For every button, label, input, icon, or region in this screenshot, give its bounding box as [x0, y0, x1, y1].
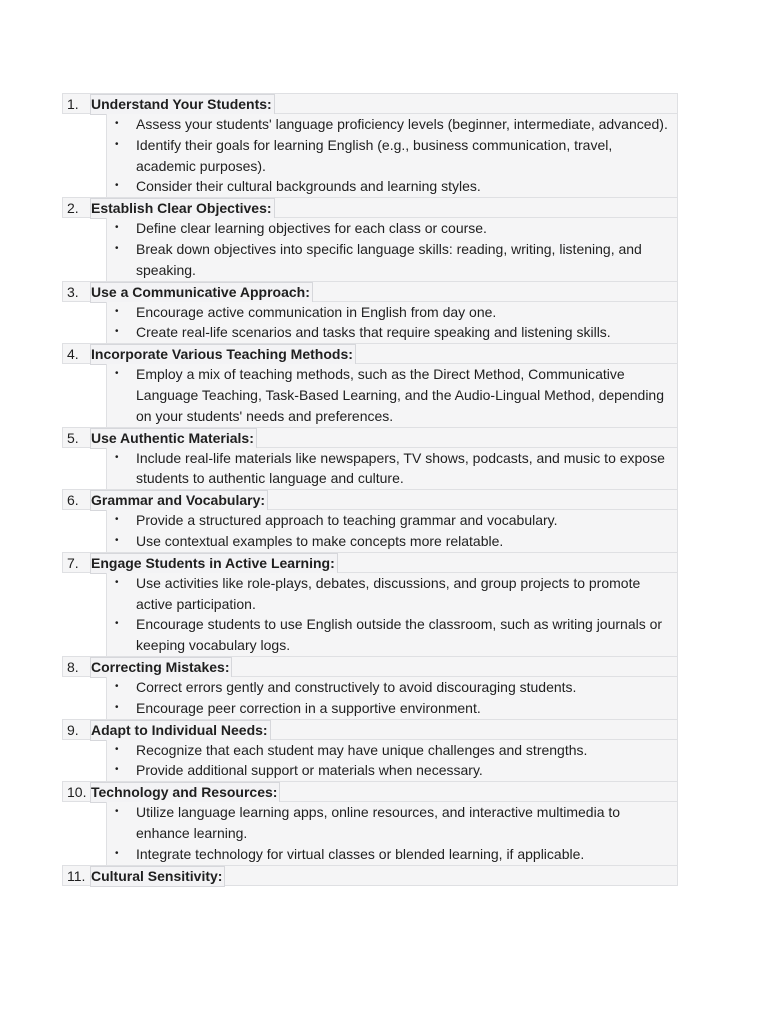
list-section	[62, 781, 678, 864]
bullet-icon: •	[115, 680, 119, 692]
list-item	[107, 844, 677, 865]
list-section	[62, 93, 678, 197]
section-heading	[62, 656, 678, 677]
list-item-text: Create real-life scenarios and tasks that require speaking and listening skills.	[136, 324, 611, 341]
list-item-text: Break down objectives into specific language skills: reading, writing, listening, and speaking.	[136, 240, 642, 278]
section-heading	[62, 719, 678, 740]
list-section	[62, 489, 678, 552]
section-bullets	[106, 677, 678, 719]
section-heading	[62, 865, 678, 886]
list-item-text: Consider their cultural backgrounds and learning styles.	[136, 178, 481, 195]
list-item	[107, 322, 677, 343]
section-number: 2.	[67, 200, 79, 217]
document-list	[62, 93, 678, 886]
section-heading	[62, 281, 678, 302]
bullet-icon: •	[115, 514, 119, 526]
list-item	[107, 677, 677, 698]
list-item-text: Include real-life materials like newspapers, TV shows, podcasts, and music to expose students to authentic language and culture.	[136, 449, 665, 487]
list-item	[107, 302, 677, 323]
section-heading	[62, 427, 678, 448]
bullet-icon: •	[115, 618, 119, 630]
list-item	[107, 218, 677, 239]
list-item	[107, 760, 677, 781]
bullet-icon: •	[115, 847, 119, 859]
section-title: Technology and Resources:	[90, 782, 280, 803]
bullet-icon: •	[115, 368, 119, 380]
section-title: Correcting Mistakes:	[90, 657, 232, 678]
list-item-text: Utilize language learning apps, online resources, and interactive multimedia to enhance learning.	[136, 804, 621, 841]
section-title: Cultural Sensitivity:	[90, 866, 225, 887]
list-item	[107, 740, 677, 761]
bullet-icon: •	[115, 180, 119, 192]
list-section	[62, 427, 678, 490]
list-item	[107, 239, 677, 281]
list-section	[62, 197, 678, 280]
bullet-icon: •	[115, 743, 119, 755]
section-number: 9.	[67, 721, 79, 738]
bullet-icon: •	[115, 118, 119, 129]
section-title: Use Authentic Materials:	[90, 428, 257, 449]
section-heading	[62, 197, 678, 218]
list-item	[107, 510, 677, 531]
bullet-icon: •	[115, 701, 119, 713]
list-item	[107, 176, 677, 197]
list-item-text: Encourage active communication in English from day one.	[136, 303, 497, 320]
bullet-icon: •	[115, 534, 119, 546]
bullet-icon: •	[115, 451, 119, 463]
list-item-text: Provide additional support or materials when necessary.	[136, 762, 483, 779]
section-bullets	[106, 302, 678, 344]
list-item-text: Recognize that each student may have unique challenges and strengths.	[136, 741, 588, 758]
section-number: 10.	[67, 784, 87, 801]
bullet-icon: •	[115, 806, 119, 818]
section-bullets	[106, 114, 678, 197]
list-section	[62, 281, 678, 344]
section-number: 1.	[67, 96, 79, 112]
section-bullets	[106, 802, 678, 864]
section-bullets	[106, 510, 678, 552]
section-number: 4.	[67, 346, 79, 363]
list-item	[107, 802, 677, 844]
section-heading	[62, 552, 678, 573]
list-item-text: Define clear learning objectives for each class or course.	[136, 220, 487, 237]
section-number: 11.	[67, 867, 86, 884]
list-item-text: Encourage peer correction in a supportive environment.	[136, 699, 481, 716]
section-number: 5.	[67, 429, 79, 446]
bullet-icon: •	[115, 138, 119, 150]
list-item	[107, 614, 677, 656]
section-number: 6.	[67, 492, 79, 509]
list-item	[107, 573, 677, 615]
bullet-icon: •	[115, 305, 119, 317]
list-item	[107, 114, 677, 135]
bullet-icon: •	[115, 222, 119, 234]
section-heading	[62, 489, 678, 510]
section-title: Grammar and Vocabulary:	[90, 490, 268, 511]
list-item-text: Employ a mix of teaching methods, such as the Direct Method, Communicative Language Teaching, Task-Based Learning, and the Audio-Lingual Method, depending on your students' needs and preferences.	[136, 366, 665, 424]
section-heading	[62, 93, 678, 114]
list-section	[62, 865, 678, 886]
section-number: 3.	[67, 283, 79, 300]
section-bullets	[106, 364, 678, 426]
section-bullets	[106, 218, 678, 280]
list-item	[107, 448, 677, 490]
bullet-icon: •	[115, 242, 119, 254]
section-heading	[62, 343, 678, 364]
section-title: Adapt to Individual Needs:	[90, 720, 271, 741]
bullet-icon: •	[115, 326, 119, 338]
section-number: 7.	[67, 554, 79, 571]
list-item	[107, 531, 677, 552]
list-item-text: Assess your students' language proficiency levels (beginner, intermediate, advanced).	[136, 116, 668, 132]
list-item-text: Correct errors gently and constructively to avoid discouraging students.	[136, 678, 577, 695]
list-item	[107, 135, 677, 177]
section-number: 8.	[67, 658, 79, 675]
section-title: Use a Communicative Approach:	[90, 282, 313, 303]
section-bullets	[106, 573, 678, 656]
list-item-text: Provide a structured approach to teaching grammar and vocabulary.	[136, 512, 558, 529]
list-item	[107, 698, 677, 719]
list-section	[62, 719, 678, 782]
list-item-text: Encourage students to use English outside the classroom, such as writing journals or keeping vocabulary logs.	[136, 616, 663, 654]
section-heading	[62, 781, 678, 802]
list-section	[62, 656, 678, 719]
list-section	[62, 552, 678, 656]
section-bullets	[106, 448, 678, 490]
list-item-text: Integrate technology for virtual classes or blended learning, if applicable.	[136, 845, 585, 862]
section-title: Understand Your Students:	[90, 94, 275, 115]
section-bullets	[106, 740, 678, 782]
list-item-text: Use contextual examples to make concepts more relatable.	[136, 532, 504, 549]
bullet-icon: •	[115, 764, 119, 776]
section-title: Engage Students in Active Learning:	[90, 553, 338, 574]
section-title: Incorporate Various Teaching Methods:	[90, 344, 356, 365]
bullet-icon: •	[115, 576, 119, 588]
list-item	[107, 364, 677, 426]
list-item-text: Use activities like role-plays, debates, discussions, and group projects to promote active participation.	[136, 574, 641, 612]
section-title: Establish Clear Objectives:	[90, 198, 275, 219]
list-item-text: Identify their goals for learning English (e.g., business communication, travel, academic purposes).	[136, 136, 613, 174]
list-section	[62, 343, 678, 426]
